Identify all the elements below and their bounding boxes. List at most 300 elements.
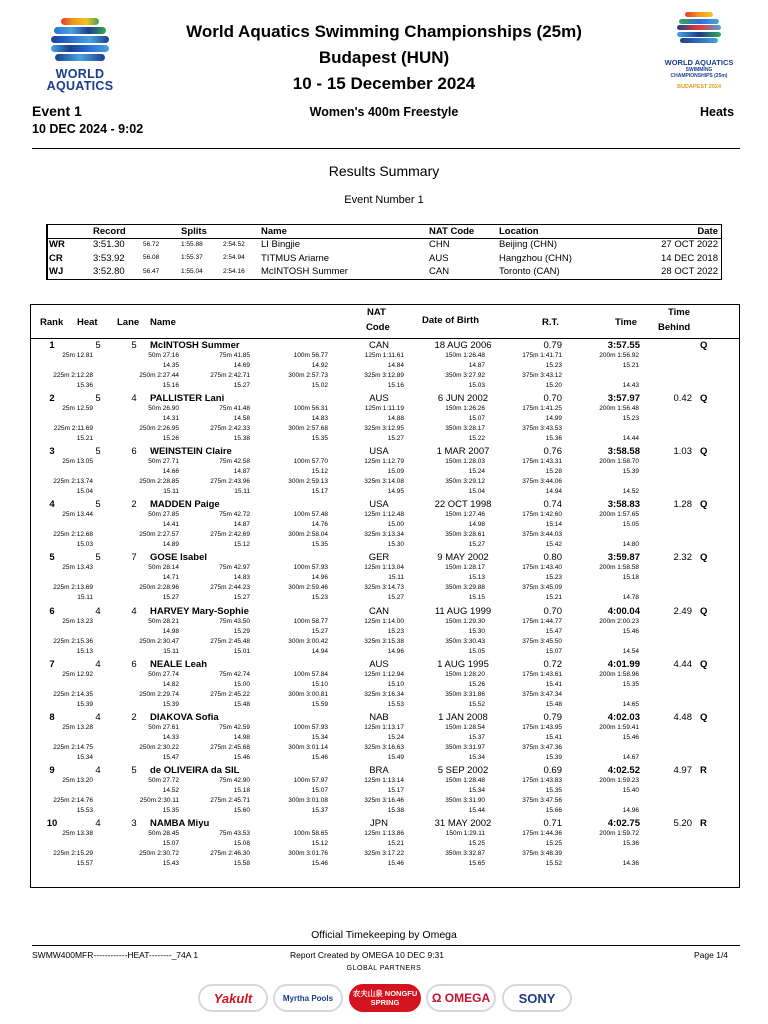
date-of-birth: 22 OCT 1998 [434, 499, 492, 511]
split-value: 15.26 [468, 680, 485, 688]
split-value: 350m 3:32.87 [445, 849, 485, 857]
heat: 5 [95, 499, 101, 511]
split-value: 14.98 [468, 521, 485, 529]
split-value: 14.98 [233, 733, 250, 741]
result-row [31, 818, 739, 871]
records-table [46, 224, 722, 280]
date-of-birth: 1 JAN 2008 [438, 711, 488, 723]
yakult-logo: Yakult [198, 984, 268, 1012]
record-header: Record [93, 226, 126, 237]
record-split: 1:55.04 [181, 267, 203, 275]
date-of-birth: 18 AUG 2006 [434, 340, 492, 351]
split-value: 14.88 [387, 415, 404, 423]
split-value: 375m 3:45.50 [522, 637, 562, 645]
split-value: 100m 56.77 [293, 352, 328, 359]
behind-header-2: Behind [658, 322, 691, 333]
reaction-time: 0.69 [543, 764, 562, 776]
date-of-birth: 31 MAY 2002 [434, 817, 492, 829]
split-value: 15.13 [468, 574, 485, 582]
time-behind: 5.20 [673, 817, 692, 829]
heat: 4 [95, 605, 101, 617]
split-value: 200m 1:59.72 [599, 829, 639, 837]
reaction-time: 0.70 [543, 393, 562, 405]
split-value: 50m 27.85 [148, 511, 179, 519]
time-behind: 4.44 [673, 658, 692, 670]
heat: 5 [95, 340, 101, 351]
split-value: 25m 13.20 [62, 776, 93, 784]
split-value: 14.84 [387, 362, 404, 369]
nat-code: NAB [369, 711, 389, 723]
split-value: 15.37 [468, 733, 485, 741]
split-value: 14.98 [162, 627, 179, 635]
split-value: 325m 3:15.38 [364, 637, 404, 645]
split-value: 15.03 [468, 382, 485, 389]
rank: 9 [49, 764, 55, 776]
rank: 5 [49, 552, 55, 564]
split-value: 15.47 [545, 627, 562, 635]
split-value: 15.23 [387, 627, 404, 635]
split-value: 375m 3:45.09 [522, 584, 562, 592]
athlete-name: MADDEN Paige [150, 499, 220, 511]
nat-code: CAN [368, 605, 390, 617]
split-value: 175m 1:41.71 [522, 352, 562, 359]
split-value: 14.71 [162, 574, 179, 582]
split-value: 14.96 [387, 647, 404, 655]
record-location: Hangzhou (CHN) [499, 252, 572, 264]
report-code: SWMW400MFR------------HEAT--------_74A 1 [32, 950, 199, 960]
split-value: 150m 1:28.03 [445, 458, 485, 466]
split-value: 15.35 [622, 680, 639, 688]
record-time: 3:51.30 [93, 239, 125, 250]
split-value: 325m 3:16.34 [364, 690, 404, 698]
split-value: 150m 1:27.46 [445, 511, 485, 519]
result-row [31, 606, 739, 659]
name-header: Name [261, 226, 287, 237]
nongfu-spring-logo: 农夫山泉 NONGFU SPRING [349, 984, 421, 1012]
lane: 2 [131, 499, 137, 511]
split-value: 375m 3:47.36 [522, 743, 562, 751]
split-value: 15.01 [233, 647, 250, 655]
split-value: 50m 27.61 [148, 723, 179, 731]
heat: 4 [95, 817, 101, 829]
lane: 5 [131, 340, 137, 351]
split-value: 275m 2:45.71 [210, 796, 250, 804]
global-partners-label: GLOBAL PARTNERS [346, 965, 422, 972]
championship-dates: 10 - 15 December 2024 [292, 74, 476, 93]
split-value: 300m 3:01.08 [288, 796, 328, 804]
split-value: 15.27 [311, 627, 328, 635]
heat: 5 [95, 446, 101, 458]
behind-header-1: Time [668, 307, 691, 318]
reaction-time: 0.70 [543, 605, 562, 617]
split-value: 15.12 [311, 468, 328, 476]
split-value: 75m 42.74 [219, 670, 250, 678]
split-value: 100m 57.70 [293, 458, 328, 466]
reaction-time: 0.72 [543, 658, 562, 670]
split-value: 25m 13.38 [62, 829, 93, 837]
split-value: 15.23 [622, 415, 639, 423]
split-value: 15.11 [77, 594, 93, 602]
split-value: 15.12 [233, 541, 250, 549]
split-value: 325m 3:12.89 [364, 372, 404, 379]
result-row [31, 446, 739, 499]
split-value: 15.04 [468, 488, 485, 496]
split-value: 125m 1:13.86 [364, 829, 404, 837]
split-value: 15.11 [234, 488, 250, 496]
split-value: 15.30 [387, 541, 404, 549]
split-value: 225m 2:13.74 [53, 478, 93, 486]
record-date: 14 DEC 2018 [660, 252, 718, 264]
split-value: 300m 3:00.42 [288, 637, 328, 645]
reaction-time: 0.74 [543, 499, 562, 511]
split-value: 350m 3:28.61 [445, 531, 485, 539]
split-value: 15.39 [622, 468, 639, 476]
split-value: 15.65 [468, 859, 485, 867]
split-value: 100m 57.97 [293, 776, 328, 784]
qualification-mark: Q [700, 446, 708, 458]
final-time: 3:58.83 [607, 499, 640, 511]
split-value: 175m 1:44.77 [522, 617, 562, 625]
results-summary-title: Results Summary [328, 163, 440, 179]
record-location: Beijing (CHN) [499, 239, 558, 250]
split-value: 15.21 [622, 362, 639, 369]
split-value: 225m 2:15.29 [53, 849, 93, 857]
split-value: 150m 1:26.48 [445, 352, 485, 359]
split-value: 15.25 [545, 839, 562, 847]
split-value: 75m 43.53 [219, 829, 250, 837]
reaction-time: 0.71 [543, 817, 562, 829]
lane: 5 [131, 764, 137, 776]
split-value: 50m 27.71 [148, 458, 179, 466]
split-value: 15.27 [468, 541, 485, 549]
split-value: 75m 43.50 [219, 617, 250, 625]
athlete-name: de OLIVEIRA da SIL [150, 764, 240, 776]
split-value: 15.27 [387, 435, 404, 443]
split-value: 15.43 [162, 859, 179, 867]
split-value: 25m 12.59 [62, 405, 93, 413]
split-value: 375m 3:48.39 [522, 849, 562, 857]
split-value: 15.05 [622, 521, 639, 529]
split-value: 14.95 [387, 488, 404, 496]
record-type: WR [49, 239, 65, 250]
split-value: 150m 1:29.11 [445, 829, 485, 837]
split-value: 325m 3:13.34 [364, 531, 404, 539]
split-value: 275m 2:45.48 [210, 637, 250, 645]
name-header: Name [150, 317, 176, 328]
rank: 2 [49, 393, 55, 405]
split-value: 15.07 [468, 415, 485, 423]
split-value: 14.96 [622, 806, 639, 814]
split-value: 275m 2:44.23 [210, 584, 250, 592]
athlete-name: GOSE Isabel [150, 552, 208, 564]
split-value: 15.52 [545, 859, 562, 867]
split-value: 175m 1:43.61 [522, 670, 562, 678]
split-value: 15.13 [76, 647, 93, 655]
split-value: 15.11 [163, 488, 179, 496]
split-value: 15.48 [545, 700, 562, 708]
split-value: 200m 1:56.92 [599, 352, 639, 359]
split-value: 25m 13.28 [62, 723, 93, 731]
split-value: 14.78 [622, 594, 639, 602]
nat-code: AUS [369, 658, 389, 670]
report-created: Report Created by OMEGA 10 DEC 9:31 [290, 950, 445, 960]
logo-dots-icon [50, 18, 110, 68]
record-split: 56.08 [143, 254, 160, 261]
split-value: 275m 2:42.69 [210, 531, 250, 539]
record-type: CR [49, 252, 63, 264]
split-value: 200m 1:58.96 [599, 670, 639, 678]
split-value: 15.42 [545, 541, 562, 549]
nat-code: USA [369, 499, 389, 511]
lane-header: Lane [117, 317, 140, 328]
result-row [31, 712, 739, 765]
split-value: 14.99 [545, 415, 562, 423]
rt-header: R.T. [542, 317, 559, 328]
rank-header: Rank [40, 317, 64, 328]
athlete-name: WEINSTEIN Claire [150, 446, 232, 458]
footer-divider [32, 945, 740, 946]
split-value: 150m 1:28.20 [445, 670, 485, 678]
split-value: 15.46 [622, 627, 639, 635]
split-value: 250m 2:30.72 [139, 849, 179, 857]
result-row [31, 393, 739, 446]
result-row [31, 340, 739, 393]
date-header: Date [697, 226, 718, 237]
split-value: 15.39 [76, 700, 93, 708]
split-value: 25m 12.81 [62, 352, 93, 359]
split-value: 125m 1:13.17 [364, 723, 404, 731]
split-value: 325m 3:14.73 [364, 584, 404, 592]
split-value: 175m 1:43.31 [522, 458, 562, 466]
timekeeping-text: Official Timekeeping by Omega [311, 929, 457, 941]
split-value: 275m 2:42.33 [210, 425, 250, 433]
rank: 8 [49, 711, 55, 723]
time-behind: 4.48 [673, 711, 692, 723]
split-value: 15.41 [545, 680, 562, 688]
split-value: 375m 3:43.12 [522, 372, 562, 379]
split-value: 100m 57.48 [293, 511, 328, 519]
athlete-name: NAMBA Miyu [150, 817, 210, 829]
split-value: 15.07 [162, 839, 179, 847]
split-value: 15.34 [468, 753, 485, 761]
split-value: 25m 12.92 [62, 670, 93, 678]
nat-code: BRA [369, 764, 389, 776]
heat: 4 [95, 711, 101, 723]
rank: 10 [46, 817, 58, 829]
split-value: 15.18 [233, 786, 250, 794]
split-value: 15.40 [622, 786, 639, 794]
reaction-time: 0.79 [543, 340, 562, 351]
split-value: 15.16 [387, 382, 404, 389]
split-value: 15.08 [233, 839, 250, 847]
lane: 2 [131, 711, 137, 723]
qualification-mark: Q [700, 658, 708, 670]
rank: 7 [49, 658, 55, 670]
split-value: 300m 2:58.04 [288, 531, 328, 539]
split-value: 14.69 [233, 362, 250, 369]
split-value: 15.25 [468, 839, 485, 847]
time-behind: 2.32 [673, 552, 692, 564]
page-number: Page 1/4 [694, 950, 729, 960]
split-value: 14.54 [622, 647, 639, 655]
heat: 5 [95, 393, 101, 405]
athlete-name: HARVEY Mary-Sophie [150, 605, 249, 617]
result-row [31, 659, 739, 712]
split-value: 15.59 [311, 700, 328, 708]
lane: 6 [131, 658, 137, 670]
heat: 5 [95, 552, 101, 564]
sony-logo: SONY [502, 984, 572, 1012]
split-value: 200m 2:00.23 [599, 617, 639, 625]
split-value: 15.21 [387, 839, 404, 847]
split-value: 50m 28.45 [148, 829, 179, 837]
split-value: 14.44 [622, 435, 639, 443]
split-value: 14.83 [233, 574, 250, 582]
split-value: 15.24 [387, 733, 404, 741]
split-value: 200m 1:57.65 [599, 511, 639, 519]
rank: 4 [49, 499, 55, 511]
split-value: 15.41 [545, 733, 562, 741]
split-value: 325m 3:16.46 [364, 796, 404, 804]
split-value: 15.53 [76, 806, 93, 814]
header-divider [32, 148, 740, 149]
record-date: 27 OCT 2022 [661, 239, 718, 250]
split-value: 350m 3:31.97 [445, 743, 485, 751]
split-value: 325m 3:17.22 [364, 849, 404, 857]
split-value: 15.52 [468, 700, 485, 708]
split-value: 15.34 [311, 733, 328, 741]
split-value: 15.21 [76, 435, 93, 443]
split-value: 15.15 [468, 594, 485, 602]
qualification-mark: Q [700, 552, 708, 564]
split-value: 14.83 [311, 415, 328, 423]
split-value: 15.05 [468, 647, 485, 655]
split-value: 15.57 [76, 859, 93, 867]
record-split: 56.72 [143, 240, 160, 248]
split-value: 15.38 [387, 806, 404, 814]
final-time: 3:57.97 [607, 393, 640, 405]
split-value: 15.35 [545, 786, 562, 794]
split-value: 350m 3:27.92 [445, 372, 485, 379]
split-value: 15.30 [468, 627, 485, 635]
split-value: 100m 58.65 [293, 829, 328, 837]
time-behind: 2.49 [673, 605, 692, 617]
split-value: 300m 3:01.14 [288, 743, 328, 751]
split-value: 75m 42.72 [219, 511, 250, 519]
split-value: 15.66 [545, 806, 562, 814]
record-time: 3:52.80 [93, 266, 125, 277]
split-value: 350m 3:29.12 [445, 478, 485, 486]
event-datetime: 10 DEC 2024 - 9:02 [32, 122, 144, 136]
split-value: 15.14 [545, 521, 562, 529]
split-value: 15.46 [233, 753, 250, 761]
final-time: 4:00.04 [607, 605, 640, 617]
nat-code: CAN [368, 340, 390, 351]
split-value: 175m 1:41.25 [522, 405, 562, 413]
split-value: 15.17 [311, 488, 328, 496]
split-value: 15.36 [622, 839, 639, 847]
nat-code: GER [368, 552, 390, 564]
split-value: 100m 57.84 [293, 670, 328, 678]
record-nat: AUS [429, 252, 449, 264]
split-value: 15.24 [468, 468, 485, 476]
split-value: 15.60 [233, 806, 250, 814]
split-value: 15.18 [622, 574, 639, 582]
athlete-name: PALLISTER Lani [150, 393, 225, 405]
split-value: 125m 1:12.94 [364, 670, 404, 678]
split-value: 15.26 [162, 435, 179, 443]
record-holder: LI Bingjie [261, 239, 301, 250]
split-value: 15.39 [545, 753, 562, 761]
budapest-2024-logo: WORLD AQUATICS SWIMMING CHAMPIONSHIPS (25m) BUDAPEST 2024 [650, 12, 748, 96]
qualification-mark: R [700, 764, 707, 776]
split-value: 15.04 [76, 488, 93, 496]
qualification-mark: Q [700, 711, 708, 723]
split-value: 15.27 [387, 594, 404, 602]
record-date: 28 OCT 2022 [661, 266, 718, 277]
split-value: 225m 2:12.68 [53, 531, 93, 539]
result-row [31, 765, 739, 818]
split-value: 50m 27.74 [148, 670, 179, 678]
split-value: 375m 3:44.03 [522, 531, 562, 539]
split-value: 15.58 [233, 859, 250, 867]
split-value: 15.48 [233, 700, 250, 708]
nat-code: JPN [370, 817, 388, 829]
split-value: 14.87 [233, 521, 250, 529]
record-holder: TITMUS Ariarne [261, 252, 330, 264]
split-value: 50m 28.21 [148, 617, 179, 625]
qualification-mark: R [700, 817, 707, 829]
split-value: 15.11 [163, 647, 179, 655]
event-label: Event 1 [32, 103, 82, 119]
nat-code: AUS [369, 393, 389, 405]
reaction-time: 0.76 [543, 446, 562, 458]
split-value: 15.00 [387, 521, 404, 529]
split-value: 50m 27.72 [148, 776, 179, 784]
split-value: 14.52 [162, 786, 179, 794]
record-nat: CHN [429, 239, 450, 250]
split-value: 225m 2:12.28 [53, 372, 93, 379]
split-value: 300m 2:57.68 [288, 425, 328, 433]
split-value: 15.53 [387, 700, 404, 708]
logo-word-2: AQUATICS [46, 79, 114, 93]
split-value: 225m 2:11.69 [53, 425, 93, 433]
lane: 3 [131, 817, 137, 829]
split-value: 15.10 [387, 680, 404, 688]
split-value: 125m 1:11.19 [364, 405, 404, 413]
heat: 4 [95, 658, 101, 670]
lane: 6 [131, 446, 137, 458]
split-value: 200m 1:58.58 [599, 564, 639, 572]
split-value: 15.46 [311, 753, 328, 761]
split-value: 75m 42.97 [219, 564, 250, 572]
split-value: 15.44 [468, 806, 485, 814]
split-value: 225m 2:13.69 [53, 584, 93, 592]
split-value: 14.96 [311, 574, 328, 582]
split-value: 15.20 [545, 382, 562, 389]
rank: 3 [49, 446, 55, 458]
split-value: 15.11 [388, 574, 404, 582]
splits-header: Splits [181, 226, 207, 237]
split-value: 225m 2:14.75 [53, 743, 93, 751]
split-value: 15.36 [545, 435, 562, 443]
split-value: 275m 2:45.22 [210, 690, 250, 698]
split-value: 250m 2:28.85 [139, 478, 179, 486]
date-of-birth: 1 MAR 2007 [436, 446, 490, 458]
split-value: 14.94 [545, 488, 562, 496]
split-value: 15.37 [311, 806, 328, 814]
split-value: 325m 3:16.63 [364, 743, 404, 751]
